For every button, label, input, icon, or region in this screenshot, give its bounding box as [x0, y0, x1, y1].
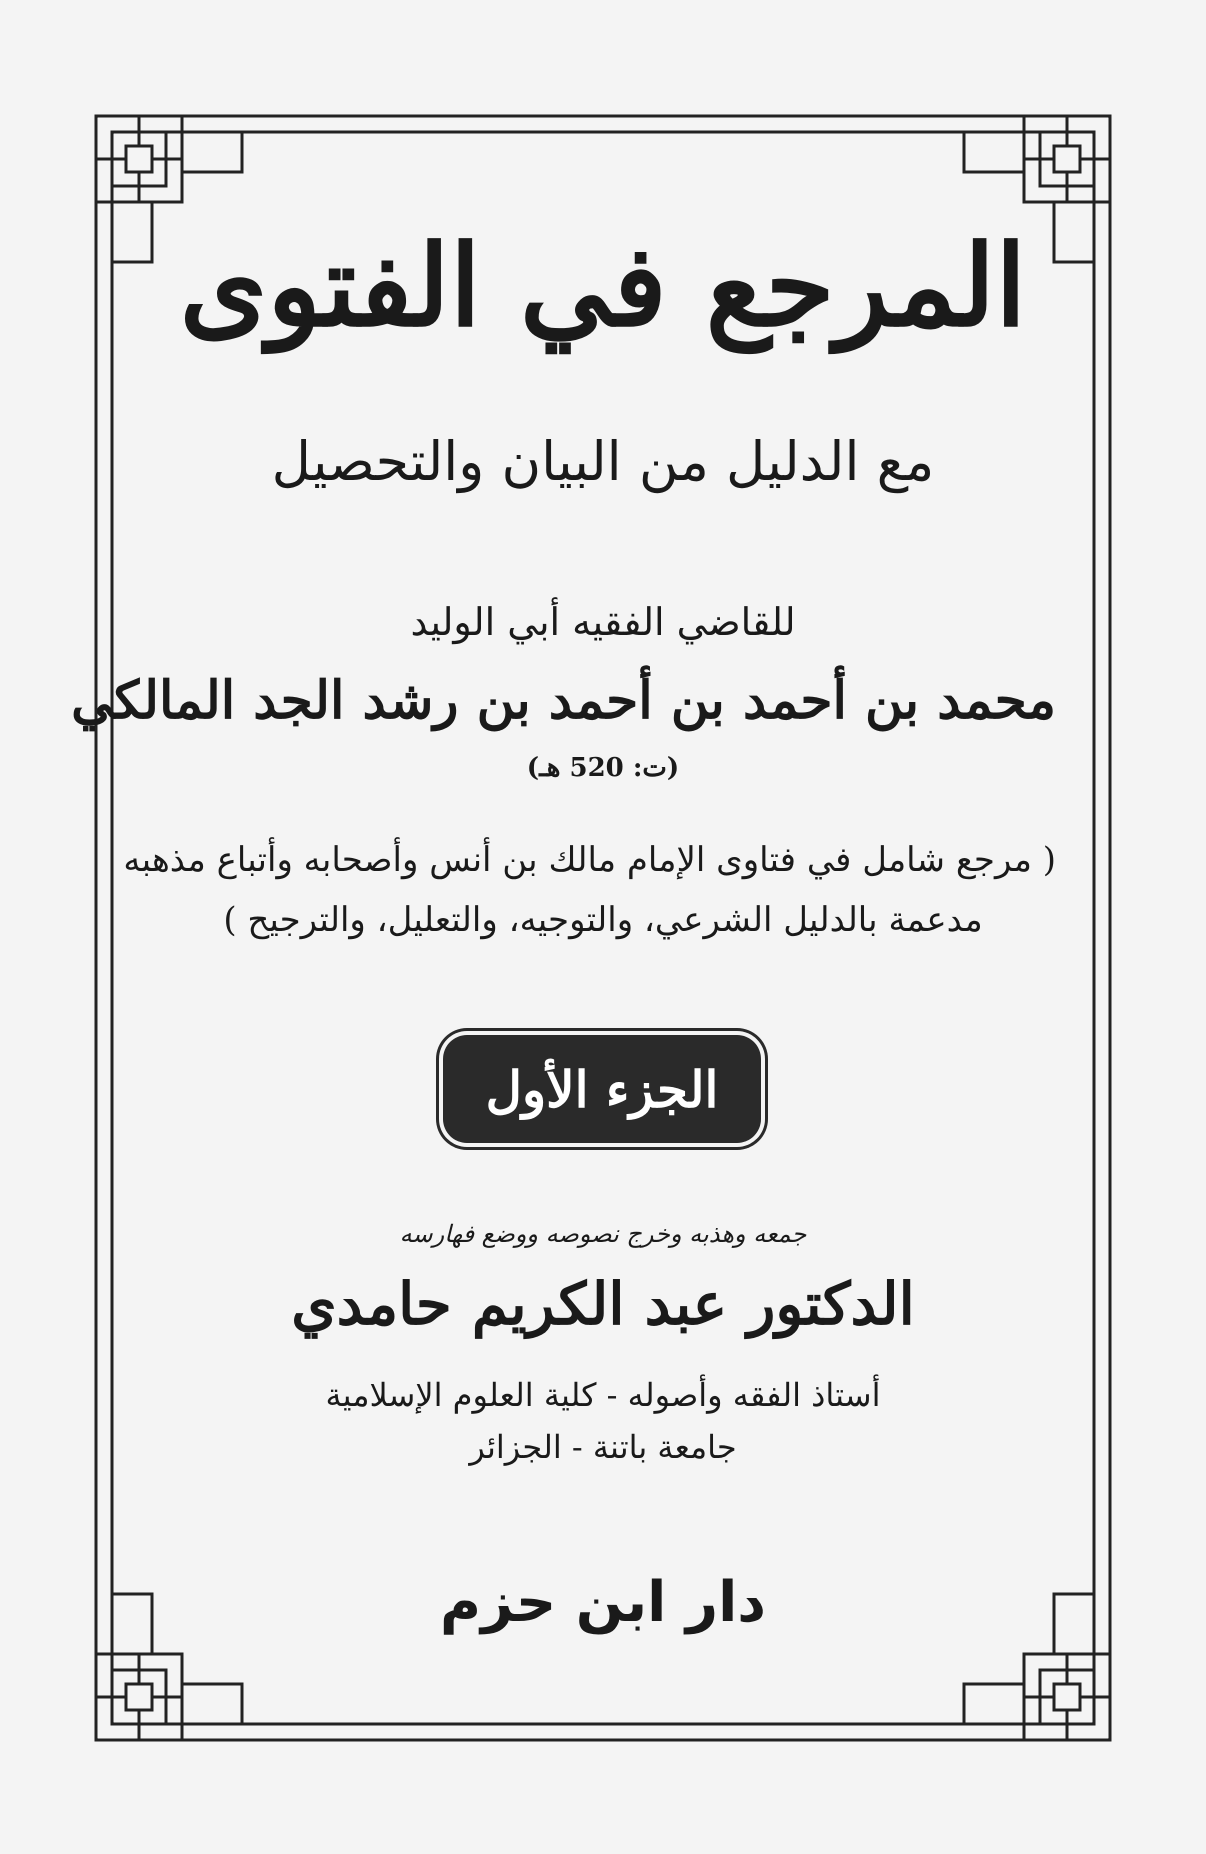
description-line-2: مدعمة بالدليل الشرعي، والتوجيه، والتعليل، والترجيح )	[223, 900, 983, 940]
author-prefix: للقاضي الفقيه أبي الوليد	[410, 600, 796, 644]
editor-role: جمعه وهذبه وخرج نصوصه ووضع فهارسه	[399, 1220, 807, 1248]
volume-label: الجزء الأول	[485, 1059, 719, 1119]
death-date: (ت: 520 هـ)	[526, 753, 680, 783]
editor-title-line-2: جامعة باتنة - الجزائر	[469, 1428, 737, 1466]
author-name: محمد بن أحمد بن أحمد بن رشد الجد المالكي	[71, 670, 1056, 731]
description-line-1: ( مرجع شامل في فتاوى الإمام مالك بن أنس وأصحابه وأتباع مذهبه	[123, 840, 1056, 880]
subtitle: مع الدليل من البيان والتحصيل	[271, 430, 935, 493]
volume-badge	[443, 1035, 761, 1143]
publisher: دار ابن حزم	[439, 1570, 767, 1635]
editor-name: الدكتور عبد الكريم حامدي	[291, 1270, 915, 1338]
title-content	[71, 200, 1056, 1650]
editor-title-line-1: أستاذ الفقه وأصوله - كلية العلوم الإسلامية	[325, 1376, 881, 1414]
main-title: المرجع في الفتوى	[179, 221, 1027, 352]
